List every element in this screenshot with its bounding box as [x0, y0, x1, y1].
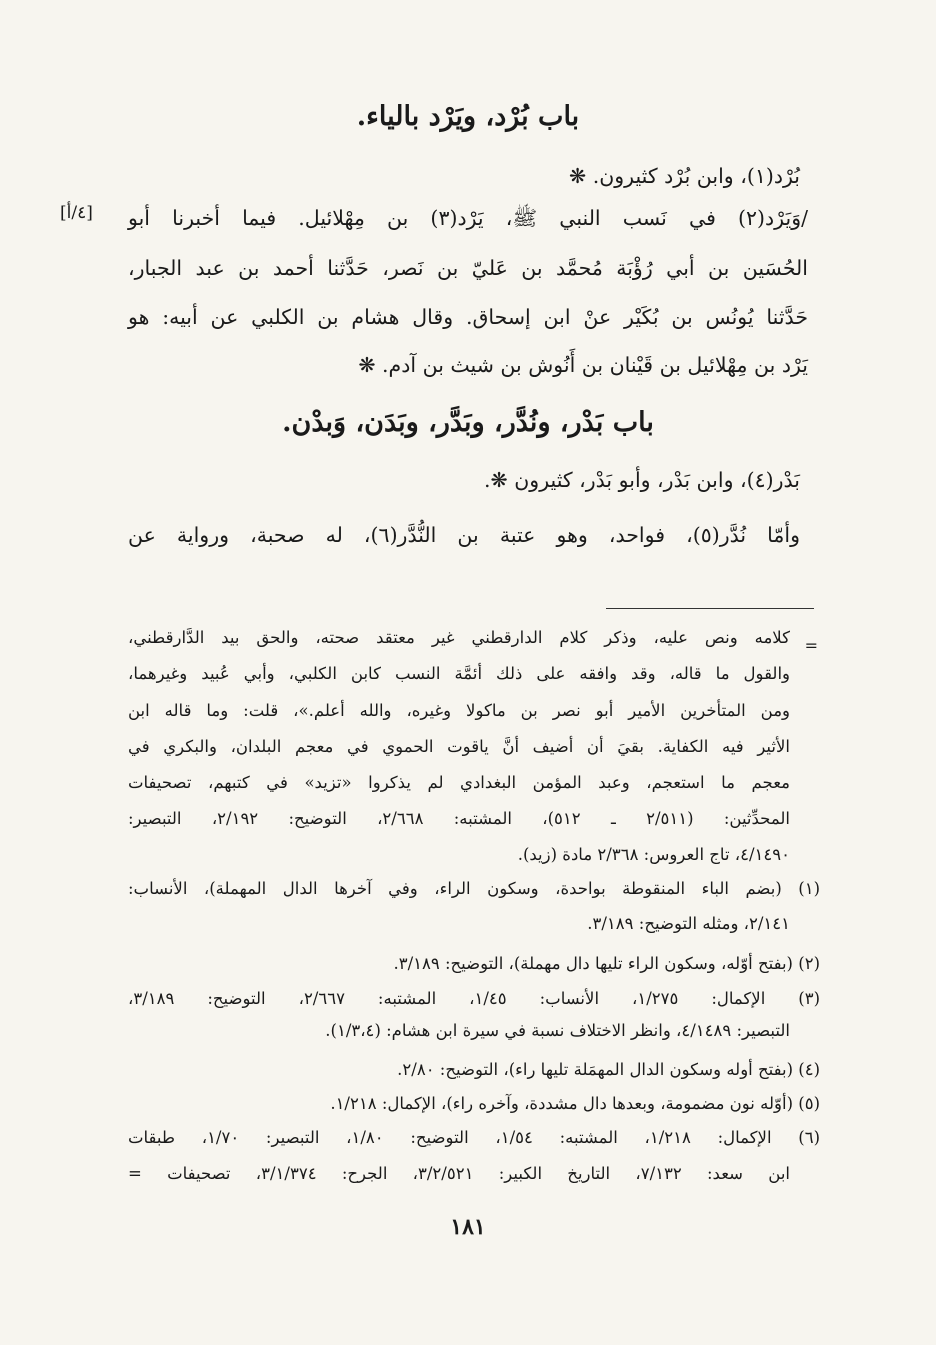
main-line-6: بَدْر(٤)، وابن بَدْر، وأبو بَدْر، كثيرون ❋.	[484, 468, 800, 492]
main-line-5: يَرْد بن مِهْلائيل بن قَيْنان بن أَنُوش بن شيث بن آدم. ❋	[358, 353, 808, 377]
footnote-continued-line-6: المحدِّثين: (٢/٥١١ ـ ٥١٢)، المشتبه: ٢/٦٦٨، التوضيح: ٢/١٩٢، التبصير:	[128, 809, 790, 828]
continuation-mark: =	[804, 636, 818, 655]
main-line-3: الحُسَين بن أبي رُؤْبَة مُحمَّد بن عَليّ بن نَصر، حَدَّثنا أحمد بن عبد الجبار،	[128, 256, 808, 280]
footnote-continued-line-3: ومن المتأخرين الأمير أبو نصر بن ماكولا وغيره، والله أعلم.»، قلت: وما قاله ابن	[128, 701, 790, 720]
footnote-continued-line-5: معجم ما استعجم، وعبد المؤمن البغدادي لم يذكروا «تزيد» في كتبهم، تصحيفات	[128, 773, 790, 792]
manuscript-folio-ref: [٤/أ]	[60, 203, 93, 223]
footnote-continued-line-2: والقول ما قاله، وقد وافقه على ذلك أئمَّة النسب كابن الكلبي، وأبي عُبيد وغيرهما،	[128, 664, 790, 683]
main-line-2: /وَيَرْد(٢) في نَسب النبي ﷺ، يَرْد(٣) بن مِهْلائيل. فيما أخبرنا أبو	[128, 206, 808, 230]
footnote-continued-line-7: ٤/١٤٩٠، تاج العروس: ٢/٣٦٨ مادة (زيد).	[517, 845, 790, 864]
footnote-separator	[606, 608, 814, 609]
footnote-6-line-2: ابن سعد: ٧/١٣٢، التاريخ الكبير: ٣/٢/٥٢١، الجرح: ٣/١/٣٧٤، تصحيفات =	[128, 1164, 790, 1183]
main-line-7: وأمّا نُدَّر(٥)، فواحد، وهو عتبة بن النُّدَّر(٦)، له صحبة، ورواية عن	[128, 523, 801, 547]
footnote-3-line-2: التبصير: ٤/١٤٨٩، وانظر الاختلاف نسبة في سيرة ابن هشام: (١/٣،٤).	[325, 1021, 790, 1040]
chapter-heading-badr: باب بَدْر، ونُدَّر، وبَدَّر، وبَدَن، وَبدْن.	[282, 407, 654, 438]
chapter-heading-bard: باب بُرْد، ويَرْد بالياء.	[356, 101, 580, 132]
footnote-6-line-1: (٦) الإكمال: ١/٢١٨، المشتبه: ١/٥٤، التوضيح: ١/٨٠، التبصير: ١/٧٠، طبقات	[128, 1128, 820, 1147]
footnote-3-line-1: (٣) الإكمال: ١/٢٧٥، الأنساب: ١/٤٥، المشتبه: ٢/٦٦٧، التوضيح: ٣/١٨٩،	[128, 989, 820, 1008]
footnote-continued-line-1: كلامه ونص عليه، وذكر كلام الدارقطني غير معتقد صحته، والحق بيد الدَّارقطني،	[128, 628, 790, 647]
footnote-1-line-2: ٢/١٤١، ومثله التوضيح: ٣/١٨٩.	[587, 914, 790, 933]
footnote-continued-line-4: الأثير فيه الكفاية. بقيَ أن أضيف أنَّ ياقوت الحموي في معجم البلدان، والبكري في	[128, 737, 790, 756]
footnote-1-line-1: (١) (بضم الباء المنقوطة بواحدة، وسكون الراء، وفي آخرها الدال المهملة)، الأنساب:	[128, 879, 820, 898]
footnote-2: (٢) (بفتح أوّله، وسكون الراء تليها دال مهملة)، التوضيح: ٣/١٨٩.	[393, 954, 820, 973]
footnote-4: (٤) (بفتح أوله وسكون الدال المهمَلة تليها راء)، التوضيح: ٢/٨٠.	[397, 1060, 820, 1079]
footnote-5: (٥) (أوّله نون مضمومة، وبعدها دال مشددة، وآخره راء)، الإكمال: ١/٢١٨.	[330, 1094, 820, 1113]
page-number: ١٨١	[450, 1214, 486, 1240]
main-line-4: حَدَّثنا يُونُس بن بُكَيْر عنْ ابن إسحاق. وقال هشام بن الكلبي عن أبيه: هو	[128, 305, 808, 329]
main-line-1: بُرْد(١)، وابن بُرْد كثيرون. ❋	[569, 164, 800, 188]
